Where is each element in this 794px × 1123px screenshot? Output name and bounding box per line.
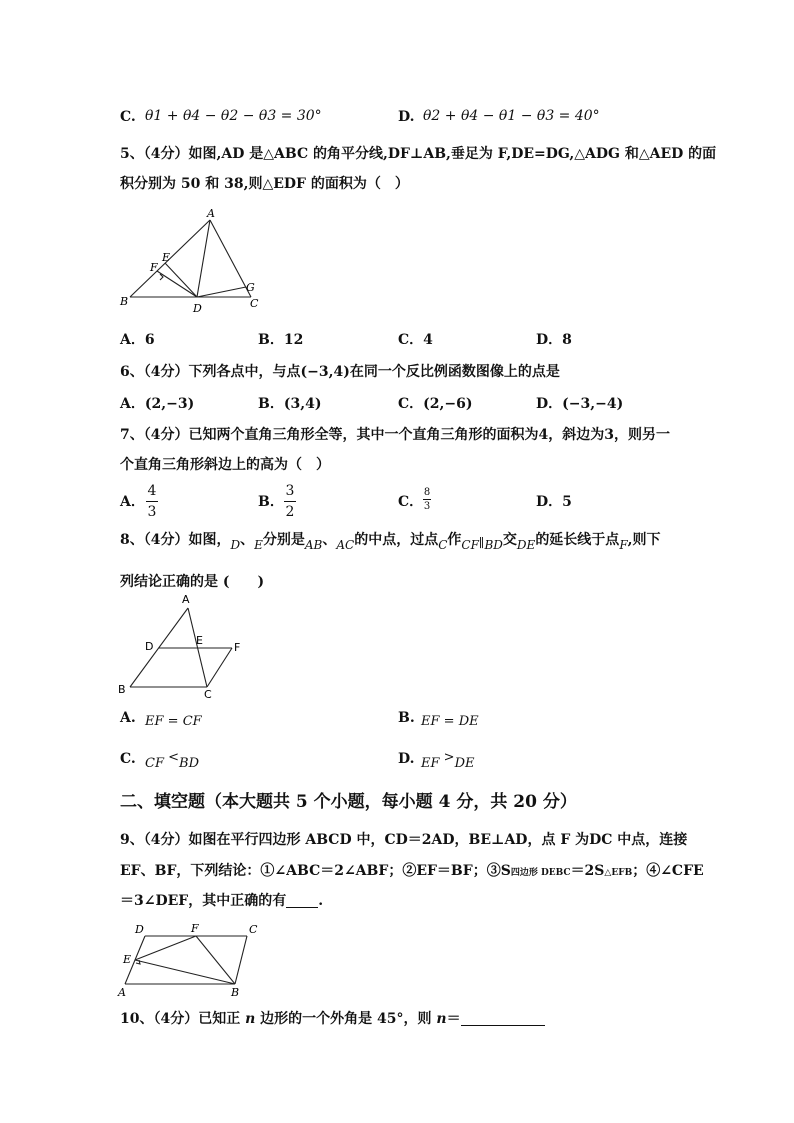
q5-option-a: A．6 — [120, 332, 155, 348]
q7-option-a-label: A． — [120, 494, 145, 510]
q5-option-c: C．4 — [398, 332, 433, 348]
q7-option-b-fraction: 3 2 — [285, 483, 295, 520]
q9-label-b: B — [231, 986, 240, 998]
q10-answer-blank[interactable] — [461, 1013, 545, 1026]
q6-option-b: B．(3,4) — [258, 396, 322, 412]
q9-stem-line2: EF、BF，下列结论：①∠ABC＝2∠ABF；②EF＝BF；③S四边形 DEBC＝2S△EFB；④∠CFE — [120, 863, 704, 879]
q8-option-a-label: A. — [120, 710, 136, 726]
q8-option-c-label: C. — [120, 751, 136, 767]
q6-option-a: A．(2,−3) — [120, 396, 195, 412]
q5-stem-line1: 5、（4分）如图,AD 是△ABC 的角平分线,DF⊥AB,垂足为 F,DE=DG,△ADG 和△AED 的面 — [120, 146, 717, 162]
q9-label-a: A — [118, 986, 126, 998]
q8-option-b-label: B. — [398, 710, 415, 726]
q4-option-d-formula: θ2 + θ4 − θ1 − θ3 = 40° — [423, 108, 600, 124]
q8-label-f: F — [234, 641, 241, 654]
q4-option-c-formula: θ1 + θ4 − θ2 − θ3 = 30° — [145, 108, 322, 124]
q5-option-d: D．8 — [536, 332, 572, 348]
q9-label-f: F — [191, 922, 199, 935]
q7-option-c-label: C． — [398, 494, 424, 510]
q8-label-a: A — [182, 593, 190, 606]
q5-stem-line2: 积分别为 50 和 38,则△EDF 的面积为（ ） — [120, 176, 409, 192]
q5-option-b: B．12 — [258, 332, 304, 348]
q5-label-e: E — [162, 251, 171, 264]
q5-label-g: G — [246, 281, 255, 294]
q5-figure-triangle — [115, 205, 275, 320]
q9-label-d: D — [135, 923, 144, 936]
q7-option-d: D．5 — [536, 494, 572, 510]
q8-stem-line2: 列结论正确的是 ( ) — [120, 574, 265, 590]
q6-stem: 6、（4分）下列各点中，与点(−3,4)在同一个反比例函数图像上的点是 — [120, 364, 560, 380]
q7-option-c-fraction: 8 3 — [423, 487, 431, 512]
q5-label-d: D — [193, 302, 202, 315]
q9-stem-line1: 9、（4分）如图在平行四边形 ABCD 中，CD＝2AD，BE⊥AD，点 F 为DC 中点，连接 — [120, 832, 688, 848]
q7-option-b-label: B． — [258, 494, 284, 510]
q7-option-a-fraction: 4 3 — [147, 483, 157, 520]
q8-figure-triangle — [115, 590, 255, 700]
q8-option-d-expr: EF >DE — [421, 750, 475, 771]
q5-label-b: B — [120, 295, 129, 308]
q9-label-c: C — [249, 923, 258, 936]
q5-label-f: F — [150, 261, 158, 274]
q8-option-c-expr: CF <BD — [145, 750, 199, 771]
q8-option-a-expr: EF = CF — [145, 714, 202, 729]
q9-label-e: E — [123, 953, 132, 966]
q9-answer-blank[interactable] — [286, 895, 318, 908]
q4-option-d-label: D. — [398, 109, 415, 125]
q9-figure-parallelogram — [115, 918, 265, 998]
q4-option-c-label: C. — [120, 109, 136, 125]
q8-label-e: E — [196, 634, 203, 647]
q9-stem-line3: ＝3∠DEF，其中正确的有 . — [120, 893, 324, 909]
q8-stem-line1: 8、（4分）如图，D、E分别是AB、AC的中点，过点C作CF∥BD交DE的延长线于点F,则下 — [120, 532, 661, 552]
q8-label-c: C — [204, 688, 212, 700]
section-2-title: 二、填空题（本大题共 5 个小题，每小题 4 分，共 20 分） — [120, 792, 577, 812]
q5-label-a: A — [207, 207, 215, 220]
q10-stem: 10、（4分）已知正 n 边形的一个外角是 45°，则 n＝ — [120, 1012, 545, 1026]
q6-option-c: C．(2,−6) — [398, 396, 473, 412]
q7-stem-line2: 个直角三角形斜边上的高为（ ） — [120, 457, 330, 473]
q8-option-d-label: D. — [398, 751, 415, 767]
q6-option-d: D．(−3,−4) — [536, 396, 624, 412]
q5-label-c: C — [250, 297, 259, 310]
q8-label-b: B — [118, 683, 126, 696]
q7-stem-line1: 7、（4分）已知两个直角三角形全等，其中一个直角三角形的面积为4，斜边为3，则另一 — [120, 427, 670, 443]
q8-label-d: D — [145, 640, 154, 653]
q8-option-b-expr: EF = DE — [421, 714, 479, 729]
